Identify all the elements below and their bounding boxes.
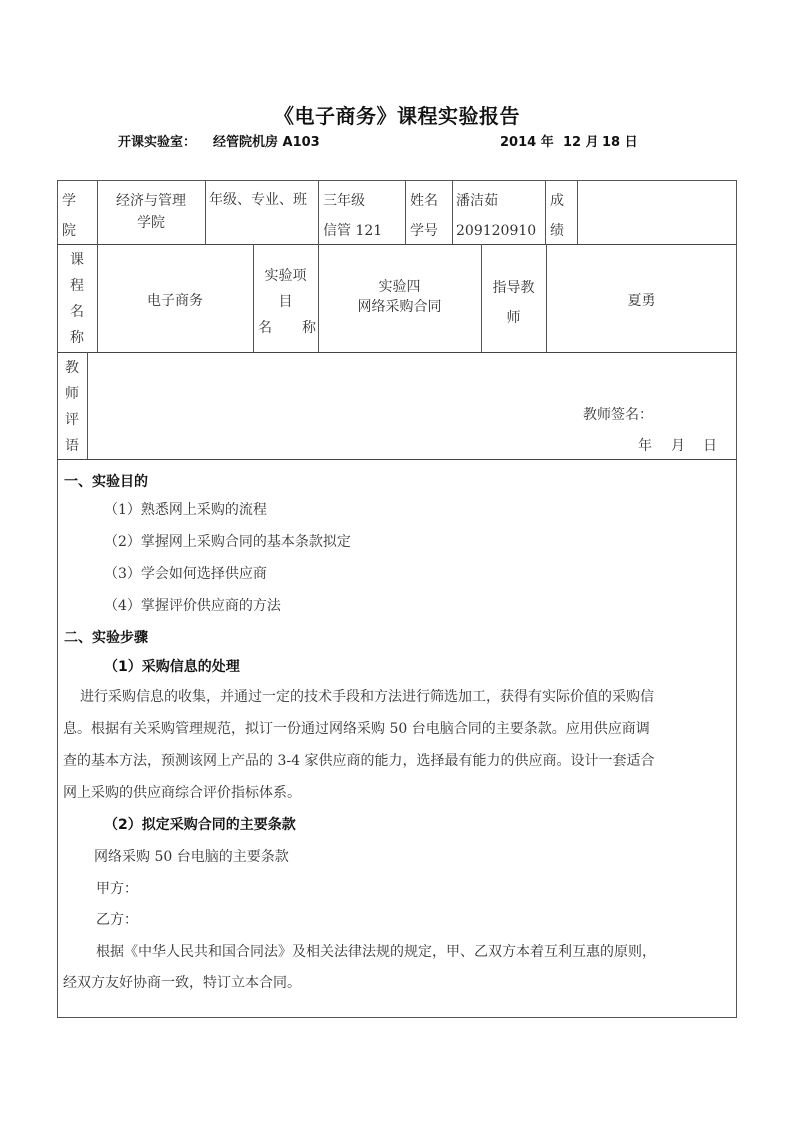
project-value-2: 网络采购合同 bbox=[357, 299, 442, 315]
col-divider bbox=[205, 180, 206, 244]
project-label-2: 目 bbox=[278, 294, 293, 310]
project-label-1: 实验项 bbox=[264, 268, 307, 284]
course-label-4: 称 bbox=[70, 330, 84, 346]
step1-paragraph-line: 息。根据有关采购管理规范，拟订一份通过网络采购 50 台电脑合同的主要条款。应用供应商调 bbox=[63, 721, 650, 737]
course-label-2: 程 bbox=[70, 278, 84, 294]
teacher-signature-label: 教师签名： bbox=[583, 407, 653, 423]
project-value-1: 实验四 bbox=[378, 279, 421, 295]
teacher-label-2: 师 bbox=[506, 310, 521, 326]
comment-date-day: 日 bbox=[703, 438, 717, 454]
row-divider bbox=[57, 352, 737, 353]
contract-paragraph-line: 根据《中华人民共和国合同法》及相关法律法规的规定，甲、乙双方本着互利互惠的原则， bbox=[96, 944, 656, 960]
student-id-value: 209120910 bbox=[456, 223, 537, 239]
course-label-1: 课 bbox=[70, 252, 84, 268]
contract-title: 网络采购 50 台电脑的主要条款 bbox=[94, 849, 289, 865]
comment-date-month: 月 bbox=[671, 438, 685, 454]
step2-title: （2）拟定采购合同的主要条款 bbox=[104, 817, 296, 833]
college-value-2: 学院 bbox=[137, 215, 165, 231]
col-divider bbox=[405, 180, 406, 244]
college-label-1: 学 bbox=[62, 193, 76, 209]
student-id-label: 学号 bbox=[410, 223, 438, 239]
course-value: 电子商务 bbox=[147, 293, 203, 309]
project-label-3a: 名 bbox=[258, 320, 272, 336]
step1-paragraph-line: 查的基本方法，预测该网上产品的 3-4 家供应商的能力，选择最有能力的供应商。设计一套适合 bbox=[63, 753, 655, 769]
objective-item: （1）熟悉网上采购的流程 bbox=[104, 502, 267, 518]
lab-label: 开课实验室： bbox=[118, 135, 197, 150]
teacher-value: 夏勇 bbox=[627, 293, 656, 309]
project-label-3b: 称 bbox=[302, 320, 316, 336]
objective-item: （4）掌握评价供应商的方法 bbox=[104, 598, 281, 614]
lab-value: 经管院机房 A103 bbox=[213, 135, 320, 150]
grade-label: 年级、专业、班 bbox=[209, 192, 307, 208]
row-divider bbox=[57, 459, 737, 460]
col-divider bbox=[545, 180, 546, 244]
comment-label-2: 师 bbox=[65, 386, 79, 402]
report-title: 《电子商务》课程实验报告 bbox=[274, 104, 520, 128]
step1-title: （1）采购信息的处理 bbox=[104, 659, 240, 675]
college-label-2: 院 bbox=[62, 223, 76, 239]
section-steps-title: 二、实验步骤 bbox=[64, 630, 148, 646]
step1-paragraph-line: 进行采购信息的收集，并通过一定的技术手段和方法进行筛选加工，获得有实际价值的采购信 bbox=[80, 689, 654, 705]
party-b: 乙方： bbox=[96, 912, 138, 928]
college-value-1: 经济与管理 bbox=[116, 193, 186, 209]
report-date-month: 12 月 bbox=[563, 135, 599, 150]
comment-date-year: 年 bbox=[638, 438, 652, 454]
comment-label-1: 教 bbox=[65, 360, 79, 376]
score-label-1: 成 bbox=[550, 193, 564, 209]
row-divider bbox=[57, 244, 737, 245]
col-divider bbox=[577, 180, 578, 244]
party-a: 甲方： bbox=[96, 881, 138, 897]
col-divider bbox=[87, 352, 88, 459]
report-date-day: 18 日 bbox=[602, 135, 638, 150]
contract-paragraph-line: 经双方友好协商一致，特订立本合同。 bbox=[63, 975, 301, 991]
comment-label-4: 语 bbox=[65, 438, 79, 454]
name-value: 潘洁茹 bbox=[456, 193, 498, 209]
grade-value-2: 信管 121 bbox=[323, 223, 383, 239]
teacher-label-1: 指导教 bbox=[492, 280, 535, 296]
col-divider bbox=[318, 180, 319, 244]
objective-item: （2）掌握网上采购合同的基本条款拟定 bbox=[104, 534, 351, 550]
name-label: 姓名 bbox=[410, 193, 438, 209]
section-objectives-title: 一、实验目的 bbox=[64, 474, 148, 490]
col-divider bbox=[452, 180, 453, 244]
grade-value-1: 三年级 bbox=[323, 193, 365, 209]
report-date-year: 2014 年 bbox=[500, 135, 554, 150]
objective-item: （3）学会如何选择供应商 bbox=[104, 566, 267, 582]
step1-paragraph-line: 网上采购的供应商综合评价指标体系。 bbox=[63, 785, 301, 801]
comment-label-3: 评 bbox=[65, 412, 79, 428]
score-label-2: 绩 bbox=[550, 223, 564, 239]
course-label-3: 名 bbox=[70, 304, 84, 320]
